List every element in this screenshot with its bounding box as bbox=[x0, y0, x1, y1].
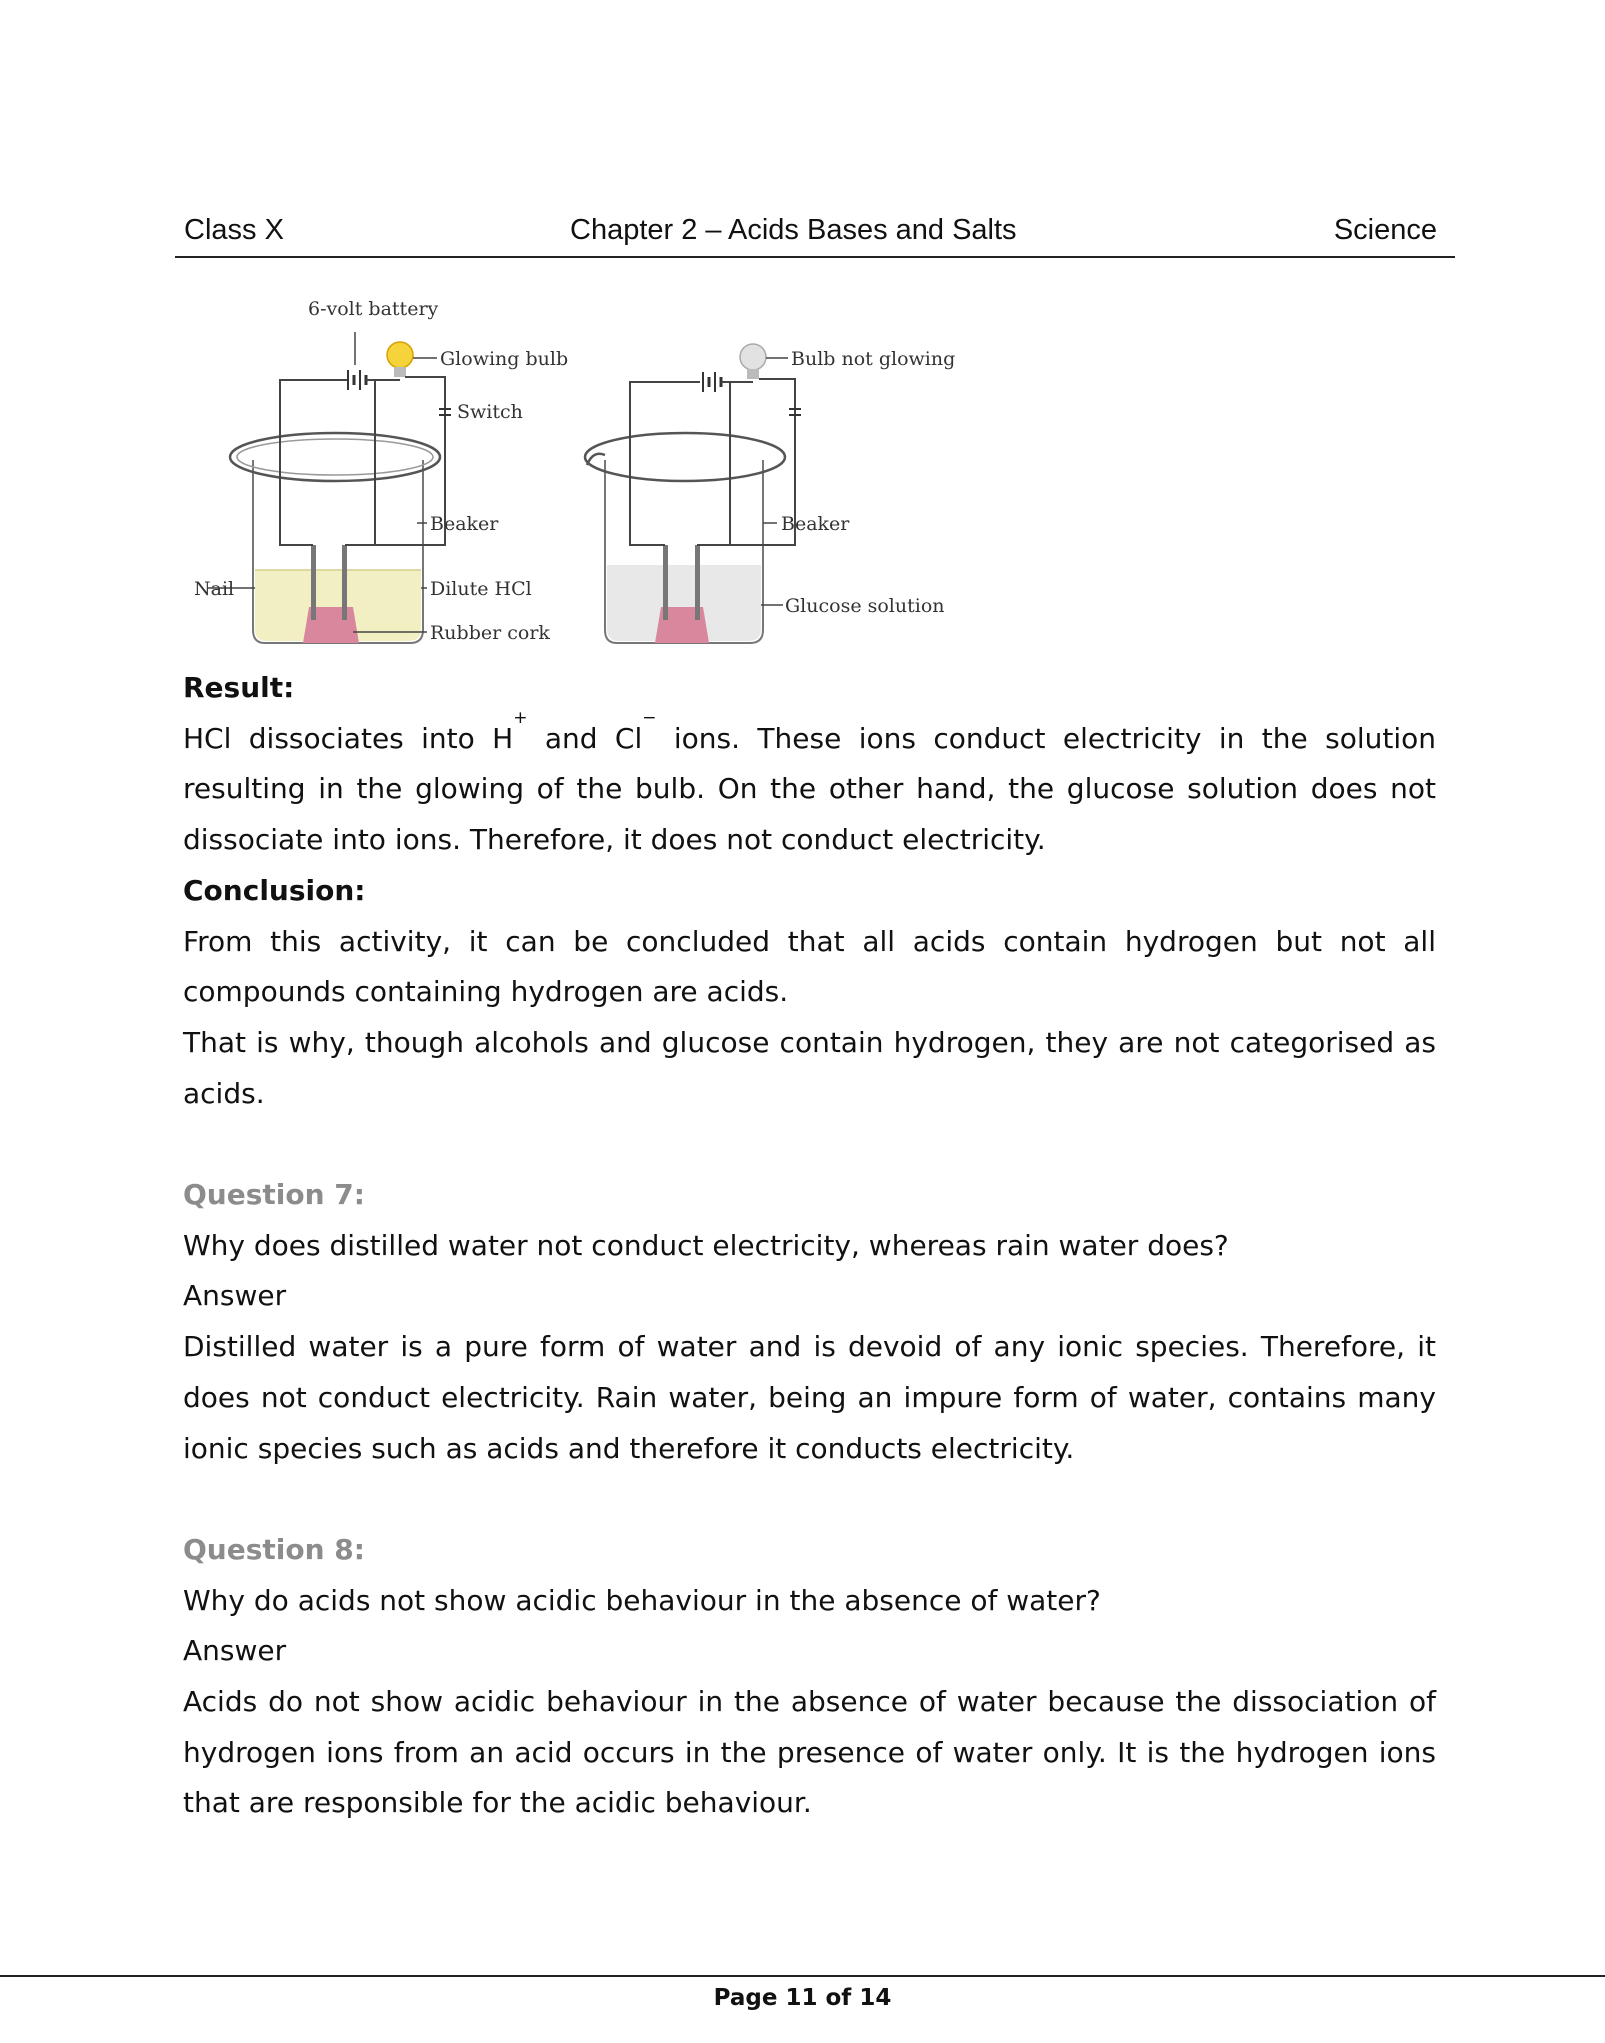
label-beaker-right: Beaker bbox=[781, 513, 850, 535]
question-7-answer: Distilled water is a pure form of water and is devoid of any ionic species. Therefore, it does not conduct electricity. Rain water, being an impure form of water, contains many ionic species such as acids and therefore it conducts electricity. bbox=[183, 1330, 1436, 1465]
label-dilute-hcl: Dilute HCl bbox=[430, 578, 532, 600]
right-apparatus bbox=[585, 344, 801, 643]
label-glowing-bulb: Glowing bulb bbox=[440, 348, 569, 370]
result-paragraph: HCl dissociates into H+ and Cl− ions. These ions conduct electricity in the solution resulting in the glowing of the bulb. On the other hand, the glucose solution does not dissociate into ions. Therefore, it does not conduct electricity. bbox=[183, 707, 1436, 857]
page-content bbox=[183, 663, 1436, 1829]
question-8-answer-label: Answer bbox=[183, 1634, 287, 1668]
left-apparatus bbox=[207, 332, 451, 643]
conclusion-paragraph-2: That is why, though alcohols and glucose contain hydrogen, they are not categorised as acids. bbox=[183, 1025, 1436, 1110]
result-heading: Result: bbox=[183, 671, 295, 704]
question-7-text: Why does distilled water not conduct electricity, whereas rain water does? bbox=[183, 1228, 1229, 1262]
question-7-answer-label: Answer bbox=[183, 1279, 287, 1313]
label-nail: Nail bbox=[194, 578, 235, 600]
conclusion-paragraph-1: From this activity, it can be concluded that all acids contain hydrogen but not all compounds containing hydrogen are acids. bbox=[183, 924, 1436, 1009]
conclusion-heading: Conclusion: bbox=[183, 873, 366, 907]
battery-icon bbox=[345, 332, 375, 390]
label-glucose-solution: Glucose solution bbox=[785, 595, 945, 617]
label-bulb-not-glowing: Bulb not glowing bbox=[791, 348, 956, 370]
label-switch: Switch bbox=[457, 401, 523, 423]
header-chapter: Chapter 2 – Acids Bases and Salts bbox=[570, 214, 1017, 246]
question-7-heading: Question 7: bbox=[183, 1178, 365, 1212]
question-8-text: Why do acids not show acidic behaviour in the absence of water? bbox=[183, 1583, 1101, 1617]
footer-divider bbox=[0, 1975, 1605, 1977]
page-number: Page 11 of 14 bbox=[713, 1985, 892, 2011]
label-6-volt-battery: 6-volt battery bbox=[308, 298, 439, 320]
label-rubber-cork: Rubber cork bbox=[430, 622, 550, 644]
conductivity-experiment-figure bbox=[185, 285, 965, 655]
battery-icon bbox=[703, 372, 730, 392]
header-subject: Science bbox=[1333, 214, 1437, 246]
page-header bbox=[175, 208, 1455, 258]
question-8-heading: Question 8: bbox=[183, 1532, 365, 1566]
question-8-answer: Acids do not show acidic behaviour in the absence of water because the dissociation of hydrogen ions from an acid occurs in the presence of water only. It is the hydrogen ions that are responsible for the acidic behaviour. bbox=[183, 1685, 1436, 1820]
header-class: Class X bbox=[184, 214, 284, 246]
label-beaker-left: Beaker bbox=[430, 513, 499, 535]
